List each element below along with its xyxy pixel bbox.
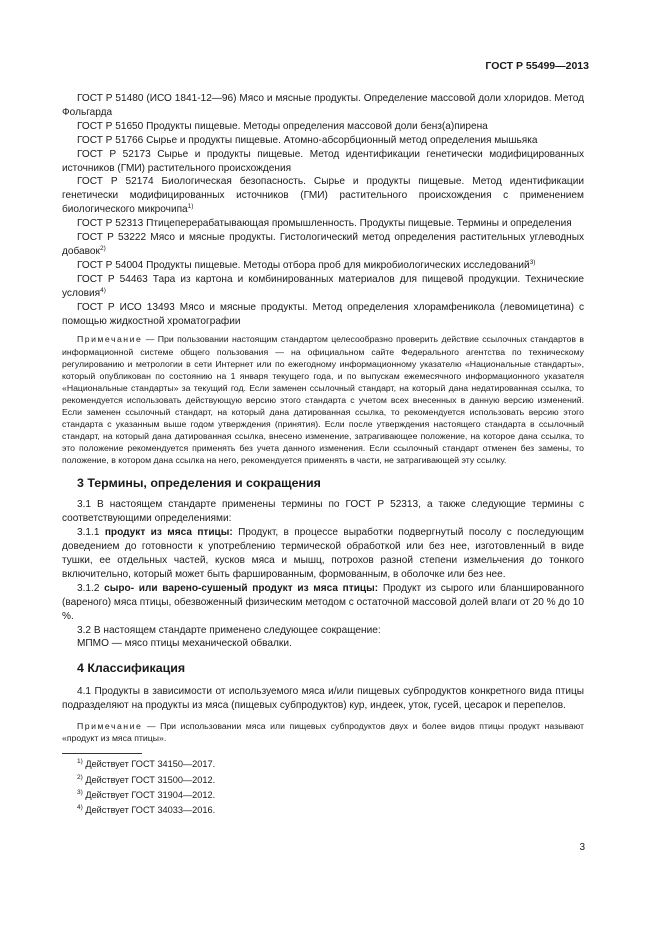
clause-3-2: 3.2 В настоящем стандарте применено следующее сокращение: <box>77 624 381 636</box>
reference-item: ГОСТ Р ИСО 13493 Мясо и мясные продукты. Метод определения хлорамфеникола (левомицетина) с помощью жидкостной хроматографии <box>62 301 584 327</box>
clause-4-1: 4.1 Продукты в зависимости от используемого мяса и/или пищевых субпродуктов конкретного вида птицы подразделяют на продукты из мяса (пищевых субпродуктов) кур, индеек, уток, гусей, цесарок и перепелов. <box>62 686 584 712</box>
page-number: 3 <box>579 842 585 853</box>
footnote-item: $^{1)}$ Действует ГОСТ 34150—2017. <box>77 758 216 770</box>
footnote-divider <box>62 753 142 754</box>
reference-item: ГОСТ Р 54004 Продукты пищевые. Методы отбора проб для микробиологических исследований$^{3)}$ <box>77 258 536 271</box>
normative-references-list <box>62 92 584 328</box>
clause-3-1-1: 3.1.1 продукт из мяса птицы: Продукт, в процессе выработки подвергнутый посолу с последующим доведением до готовности к употреблению термической обработкой или без нее, изготовленный в виде тушки, ее отдельных частей, кусков мяса и мышц, потрохов разной степени измельчения до тонкого включительно, который может быть фаршированным, формованным, в оболочке или без нее. <box>62 527 584 580</box>
footnote-item: $^{3)}$ Действует ГОСТ 31904—2012. <box>77 788 216 800</box>
reference-item: ГОСТ Р 51480 (ИСО 1841-12—96) Мясо и мясные продукты. Определение массовой доли хлоридов. Метод Фольгарда <box>62 93 584 118</box>
term: сыро- или варено-сушеный продукт из мяса птицы: <box>104 582 379 594</box>
page-content <box>62 92 584 818</box>
footnotes <box>62 757 584 818</box>
footnote-item: $^{2)}$ Действует ГОСТ 31500—2012. <box>77 773 216 785</box>
document-header-id: ГОСТ Р 55499—2013 <box>485 60 589 72</box>
clause-3-1: 3.1 В настоящем стандарте применены термины по ГОСТ Р 52313, а также следующие термины с соответствующими определениями: <box>62 499 584 525</box>
reference-item: ГОСТ Р 52173 Сырье и продукты пищевые. Метод идентификации генетически модифицированных источников (ГМИ) растительного происхождения <box>62 148 584 174</box>
clause-3-1-2: 3.1.2 сыро- или варено-сушеный продукт из мяса птицы: Продукт из сырого или бланшированного (вареного) мяса птицы, обезвоженный физическим методом с остаточной массовой долей влаги от 20 % до 10 %. <box>62 582 585 622</box>
footnote-ref: 1) <box>187 203 194 211</box>
reference-item: ГОСТ Р 52174 Биологическая безопасность. Сырье и продукты пищевые. Метод идентификации генетически модифицированных источников (ГМИ) растительного происхождения с применением биологического микрочипа$^{1)}$ <box>62 176 584 216</box>
reference-item: ГОСТ Р 53222 Мясо и мясные продукты. Гистологический метод определения растительных углеводных добавок$^{2)}$ <box>62 232 584 257</box>
references-note: Примечание — При пользовании настоящим стандартом целесообразно проверить действие ссылочных стандартов в информационной системе общего пользования — на официальном сайте Федерального агентства по техническому регулированию и метрологии в сети Интернет или по ежегодному информационному указателю «Национальные стандарты», который опубликован по состоянию на 1 января текущего года, и по выпускам ежемесячного информационного указателя «Национальные стандарты» за текущий год. Если заменен ссылочный стандарт, на который дана недатированная ссылка, то рекомендуется использовать действующую версию этого стандарта с учетом всех внесенных в данную версию изменений. Если заменен ссылочный стандарт, на который дана датированная ссылка, то рекомендуется использовать версию этого стандарта с указанным выше годом утверждения (принятия). Если после утверждения настоящего стандарта в ссылочный стандарт, на который дана датированная ссылка, внесено изменение, затрагивающее положение, на которое дана ссылка, то это положение рекомендуется применять без учета данного изменения. Если ссылочный стандарт отменен без замены, то положение, в котором дана ссылка на него, рекомендуется применять в части, не затрагивающей эту ссылку. <box>62 334 584 466</box>
footnote-ref: 2) <box>99 244 106 252</box>
reference-item: ГОСТ Р 54463 Тара из картона и комбинированных материалов для пищевой продукции. Технические условия$^{4)}$ <box>62 273 584 299</box>
abbreviation-mpmo: МПМО — мясо птицы механической обвалки. <box>77 638 292 650</box>
footnote-ref: 3) <box>529 258 536 266</box>
footnote-item: $^{4)}$ Действует ГОСТ 34033—2016. <box>77 804 216 816</box>
reference-item: ГОСТ Р 51650 Продукты пищевые. Методы определения массовой доли бенз(а)пирена <box>77 120 488 132</box>
section-3-heading: 3 Термины, определения и сокращения <box>77 476 321 491</box>
footnote-ref: 4) <box>100 286 106 294</box>
reference-item: ГОСТ Р 52313 Птицеперерабатывающая промышленность. Продукты пищевые. Термины и определения <box>77 218 572 230</box>
reference-item: ГОСТ Р 51766 Сырье и продукты пищевые. Атомно-абсорбционный метод определения мышьяка <box>77 134 538 146</box>
section-4-heading: 4 Классификация <box>77 661 186 676</box>
classification-note: Примечание — При использовании мяса или пищевых субпродуктов двух и более видов птицы продукт называют «продукт из мяса птицы». <box>62 721 584 744</box>
term: продукт из мяса птицы: <box>104 527 233 539</box>
